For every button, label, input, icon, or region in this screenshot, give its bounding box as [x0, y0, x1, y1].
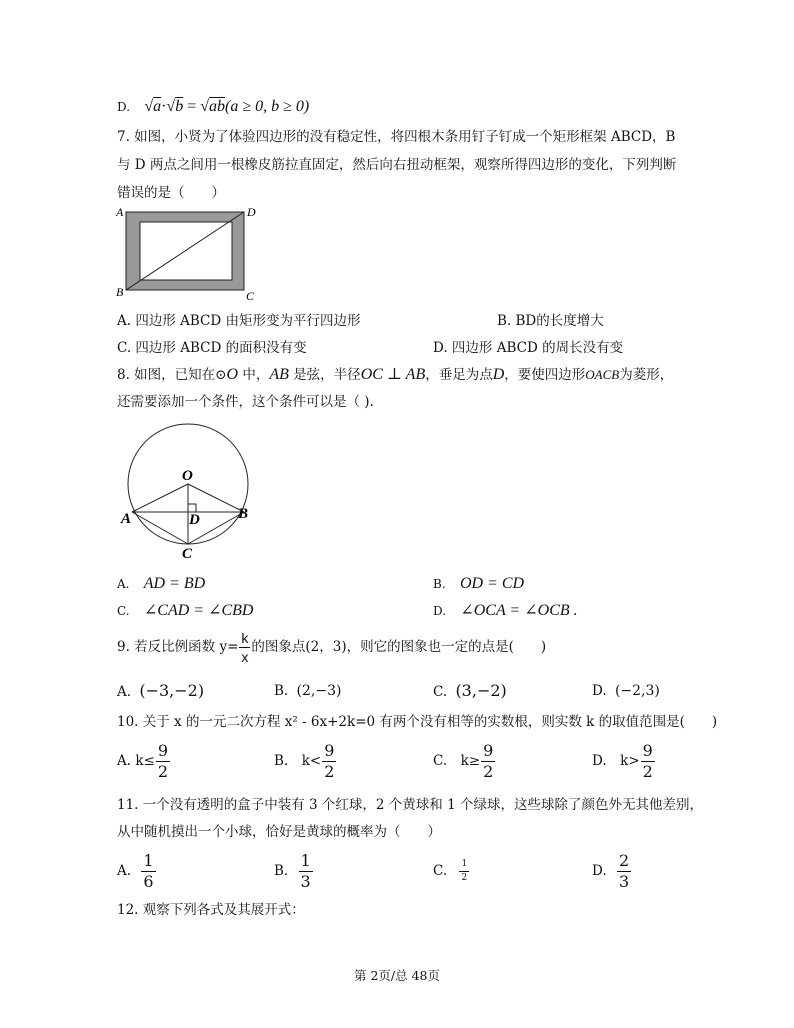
page-footer: 第 2页/总 48页 [353, 968, 441, 983]
q6-option-d [117, 98, 309, 116]
q11-option-b: B. $\frac{1}{3}$ [274, 851, 311, 891]
q12-line: 12. 观察下列各式及其展开式： [117, 902, 305, 918]
q8-option-c: C. ∠CAD = ∠CBD [117, 602, 254, 619]
q8-option-b: B. OD = CD [433, 575, 525, 592]
q10-option-d: D. k> $\frac{9}{2}$ [592, 741, 653, 781]
q9-fraction: $\frac{k}{x}$ [241, 630, 249, 665]
q7-fig-label-d: D [247, 205, 256, 219]
q8-circle-figure [118, 420, 258, 562]
q7-fig-label-c: C [246, 289, 255, 303]
q8-fig-label-a: A [121, 511, 132, 527]
q9-option-b: B. (2,−3) [274, 683, 342, 699]
q8-fig-label-c: C [182, 546, 193, 562]
q8-line-1: 8. 如图，已知在⊙O 中，AB 是弦，半径OC ⊥ AB，垂足为点D，要使四边形OACB为菱形， [117, 366, 674, 383]
q6-formula: √a·√b = √ab(a ≥ 0, b ≥ 0) [144, 98, 310, 115]
q11-line-1: 11. 一个没有透明的盒子中装有 3 个红球，2 个黄球和 1 个绿球，这些球除了颜色外无其他差别， [117, 797, 703, 813]
q7-fig-label-b: B [116, 285, 124, 299]
q8-option-a: A. AD = BD [117, 575, 206, 592]
q6-option-d-label: D. [117, 100, 131, 114]
q9-line: 9. 若反比例函数 y= $\frac{k}{x}$ 的图象点(2，3)，则它的图象也一定的点是( ) [117, 630, 547, 665]
q7-line-1: 7. 如图，小贤为了体验四边形的没有稳定性，将四根木条用钉子钉成一个矩形框架 ABCD，B [117, 129, 676, 145]
q7-fig-label-a: A [116, 205, 124, 219]
q8-fig-label-d: D [189, 512, 200, 528]
q7-line-3: 错误的是（ ） [117, 185, 225, 201]
q8-fig-label-b: B [238, 506, 249, 522]
q9-option-a: A. (−3,−2) [117, 681, 205, 700]
q7-option-d: D. 四边形 ABCD 的周长没有变 [433, 340, 624, 356]
q9-option-c: C. (3,−2) [433, 681, 507, 700]
q7-option-a: A. 四边形 ABCD 由矩形变为平行四边形 [117, 313, 361, 329]
q10-option-a: A. k≤ $\frac{9}{2}$ [117, 741, 169, 781]
q8-line-2: 还需要添加一个条件，这个条件可以是（ ). [117, 394, 374, 410]
q7-option-b: B. BD的长度增大 [497, 313, 604, 329]
q10-option-c: C. k≥ $\frac{9}{2}$ [433, 741, 494, 781]
q8-option-d: D. ∠OCA = ∠OCB . [433, 602, 578, 619]
q7-rectangle-figure [112, 202, 272, 306]
q11-line-2: 从中随机摸出一个小球，恰好是黄球的概率为（ ） [117, 824, 441, 840]
q9-option-d: D. (−2,3) [592, 683, 660, 699]
q7-line-2: 与 D 两点之间用一根橡皮筋拉直固定，然后向右扭动框架，观察所得四边形的变化，下列判断 [117, 157, 677, 173]
q8-fig-label-o: O [182, 468, 193, 484]
q11-option-d: D. $\frac{2}{3}$ [592, 851, 630, 891]
q7-option-c: C. 四边形 ABCD 的面积没有变 [117, 340, 307, 356]
q10-option-b: B. k< $\frac{9}{2}$ [274, 741, 335, 781]
q11-option-c: C. $\frac{1}{2}$ [433, 859, 468, 883]
q10-line: 10. 关于 x 的一元二次方程 x² - 6x+2k=0 有两个没有相等的实数根，则实数 k 的取值范围是( ) [117, 714, 718, 730]
q11-option-a: A. $\frac{1}{6}$ [117, 851, 154, 891]
